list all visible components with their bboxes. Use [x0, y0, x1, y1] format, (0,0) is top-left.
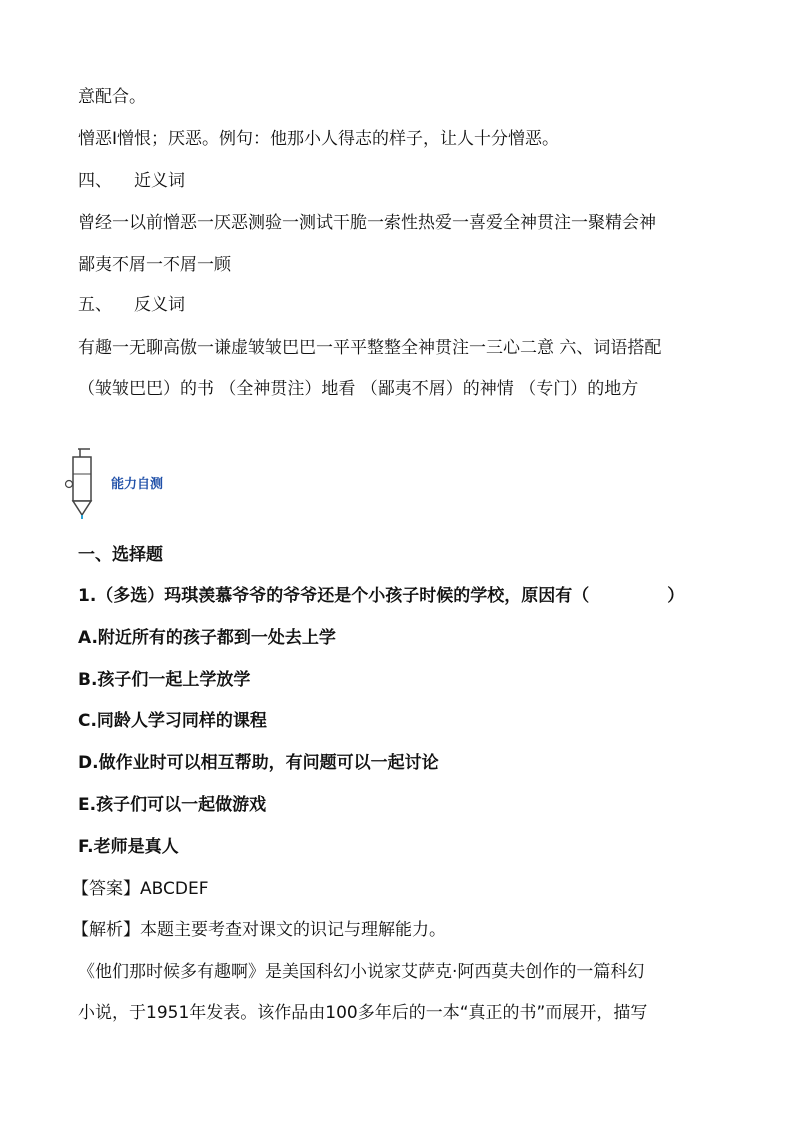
question-close: ）: [667, 586, 685, 606]
text-line: 有趣一无聊高傲一谦虚皱皱巴巴一平平整整全神贯注一三心二意 六、词语搭配: [78, 338, 662, 358]
paragraph-line: 《他们那时候多有趣啊》是美国科幻小说家艾萨克·阿西莫夫创作的一篇科幻: [78, 962, 645, 982]
text-line: 鄙夷不屑一不屑一顾: [78, 255, 231, 275]
section-heading: [78, 170, 728, 192]
text-line: （皱皱巴巴）的书 （全神贯注）地看 （鄙夷不屑）的神情 （专门）的地方: [78, 379, 639, 399]
section-label: 能力自测: [111, 477, 164, 492]
heading-number: 五、: [78, 295, 112, 315]
section-badge: [60, 447, 200, 522]
pen-marker-icon: [60, 447, 100, 522]
text-line: 憎恶Ⅰ憎恨；厌恶。例句：他那小人得志的样子，让人十分憎恶。: [78, 129, 560, 149]
option-f: F.老师是真人: [78, 837, 179, 857]
heading-text: 近义词: [134, 171, 185, 191]
answer: 【答案】ABCDEF: [72, 879, 209, 899]
heading-number: 四、: [78, 171, 112, 191]
analysis: 【解析】本题主要考查对课文的识记与理解能力。: [72, 920, 446, 940]
exercise-heading: 一、选择题: [78, 545, 163, 565]
option-b: B.孩子们一起上学放学: [78, 670, 251, 690]
option-d: D.做作业时可以相互帮助，有问题可以一起讨论: [78, 753, 439, 773]
option-c: C.同龄人学习同样的课程: [78, 711, 267, 731]
option-e: E.孩子们可以一起做游戏: [78, 795, 267, 815]
paragraph-line: 小说，于1951年发表。该作品由100多年后的一本“真正的书”而展开，描写: [78, 1003, 648, 1023]
section-heading: [78, 294, 728, 316]
heading-text: 反义词: [134, 295, 185, 315]
text-line: 意配合。: [78, 87, 146, 107]
option-a: A.附近所有的孩子都到一处去上学: [78, 628, 336, 648]
question-text: 1.（多选）玛琪羡慕爷爷的爷爷还是个小孩子时候的学校，原因有（: [78, 586, 590, 606]
question: [78, 585, 728, 607]
text-line: 曾经一以前憎恶一厌恶测验一测试干脆一索性热爱一喜爱全神贯注一聚精会神: [78, 213, 656, 233]
